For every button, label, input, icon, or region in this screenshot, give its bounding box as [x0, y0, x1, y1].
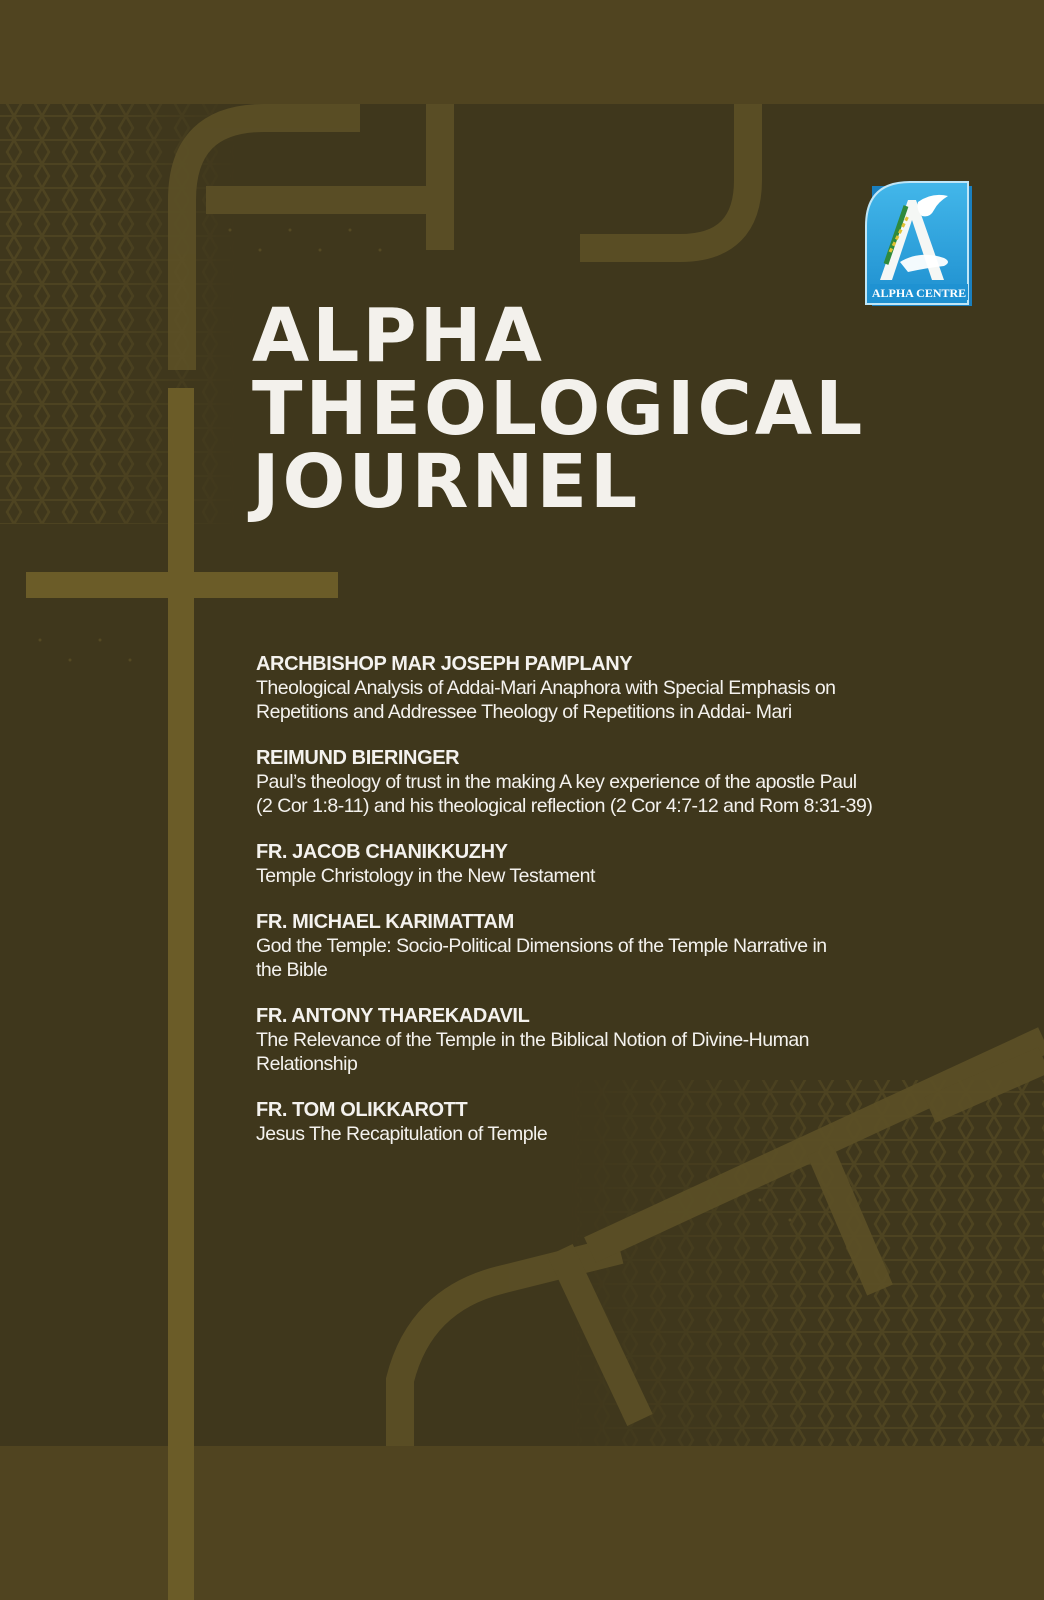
alpha-centre-logo	[864, 180, 974, 308]
article-entry	[256, 746, 896, 818]
article-entry	[256, 840, 896, 888]
article-entry	[256, 910, 896, 982]
article-title: Jesus The Recapitulation of Temple	[256, 1123, 548, 1145]
logo-label: ALPHA CENTRE	[871, 286, 967, 300]
article-entry	[256, 652, 896, 724]
dove-hand-icon	[864, 180, 974, 308]
article-title: The Relevance of the Temple in the Biblical Notion of Divine-Human Relationship	[256, 1029, 810, 1075]
article-title: Theological Analysis of Addai-Mari Anaphora with Special Emphasis on Repetitions and Addressee Theology of Repetitions in Addai- Mari	[256, 677, 836, 723]
article-title: Temple Christology in the New Testament	[256, 865, 595, 887]
article-author: FR. ANTONY THAREKADAVIL	[256, 1005, 530, 1027]
article-author: FR. MICHAEL KARIMATTAM	[256, 911, 514, 933]
article-entry	[256, 1098, 896, 1146]
article-title: Paul’s theology of trust in the making A key experience of the apostle Paul (2 Cor 1:8-11) and his theological reflection (2 Cor 4:7-12 and Rom 8:31-39)	[256, 771, 873, 817]
table-of-contents	[256, 652, 896, 1168]
cross-vertical-bar	[168, 388, 194, 1600]
title-line-3: JOURNEL	[252, 439, 641, 525]
article-author: REIMUND BIERINGER	[256, 747, 460, 769]
article-author: FR. TOM OLIKKAROTT	[256, 1099, 468, 1121]
article-entry	[256, 1004, 896, 1076]
journal-title	[252, 293, 866, 525]
article-author: ARCHBISHOP MAR JOSEPH PAMPLANY	[256, 653, 633, 675]
title-line-1: ALPHA	[252, 293, 545, 379]
article-author: FR. JACOB CHANIKKUZHY	[256, 841, 508, 863]
title-line-2: THEOLOGICAL	[252, 366, 866, 452]
article-title: God the Temple: Socio-Political Dimensions of the Temple Narrative in the Bible	[256, 935, 827, 981]
cross-horizontal-bar	[26, 572, 338, 598]
